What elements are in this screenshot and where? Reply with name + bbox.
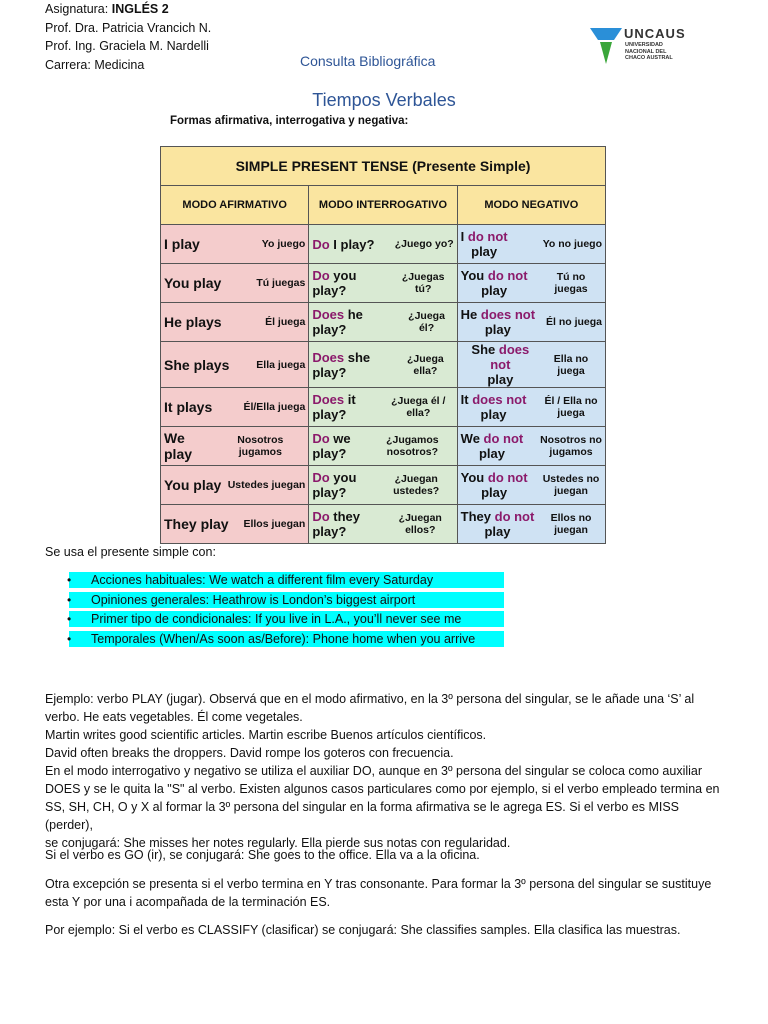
negative-cell: You do not play Tú no juegas	[457, 264, 605, 303]
negative-cell: I do not play Yo no juego	[457, 225, 605, 264]
paragraph-go: Si el verbo es GO (ir), se conjugará: She goes to the office. Ella va a la oficina.	[45, 848, 480, 862]
usage-intro: Se usa el presente simple con:	[45, 545, 216, 559]
interrogative-cell: Do you play? ¿Juegan ustedes?	[309, 466, 457, 505]
page-title: Tiempos Verbales	[312, 90, 456, 110]
affirmative-cell: He plays Él juega	[161, 303, 309, 342]
career-line: Carrera: Medicina	[45, 57, 145, 72]
paragraph-classify: Por ejemplo: Si el verbo es CLASSIFY (clasificar) se conjugará: She classifies samples. Ella clasifica las muestras.	[45, 923, 681, 937]
affirmative-cell: You play Ustedes juegan	[161, 466, 309, 505]
uncaus-logo	[590, 26, 710, 70]
table-row	[161, 342, 606, 388]
negative-cell: He does not play Él no juega	[457, 303, 605, 342]
affirmative-cell: You play Tú juegas	[161, 264, 309, 303]
uncaus-logo-icon	[590, 26, 622, 66]
table-row	[161, 388, 606, 427]
simple-present-table	[160, 146, 606, 544]
affirmative-cell: We play Nosotros jugamos	[161, 427, 309, 466]
professor-1: Prof. Dra. Patricia Vrancich N.	[45, 20, 212, 35]
affirmative-cell: She plays Ella juega	[161, 342, 309, 388]
logo-name: UNCAUS	[624, 26, 686, 41]
negative-cell: We do not play Nosotros no jugamos	[457, 427, 605, 466]
interrogative-cell: Does she play? ¿Juega ella?	[309, 342, 457, 388]
column-header: MODO NEGATIVO	[457, 186, 605, 225]
table-row	[161, 466, 606, 505]
table-row	[161, 264, 606, 303]
page-subtitle: Formas afirmativa, interrogativa y negativa:	[170, 115, 409, 127]
paragraph-example: Ejemplo: verbo PLAY (jugar). Observá que en el modo afirmativo, en la 3º persona del singular, se le añade una ‘S’ al verbo. He eats vegetables. Él come vegetales. Martin writes good scientific articles. Martin escribe Buenos artículos científicos. David often breaks the droppers. David rompe los goteros con frecuencia. En el modo interrogativo y negativo se utiliza el auxiliar DO, aunque en 3º persona del singular se coloca como auxiliar DOES y se le quita la "S" al verbo. Existen algunos casos particulares como por ejemplo, si el verbo empleado termina en SS, SH, CH, O y X al formar la 3º persona del singular en la forma afirmativa se le agrega ES. Si el verbo es MISS (perder), se conjugará: She misses her notes regularly. Ella pierde sus notas con regularidad.	[45, 692, 720, 850]
table-row	[161, 505, 606, 544]
interrogative-cell: Do they play? ¿Juegan ellos?	[309, 505, 457, 544]
paragraph-exception: Otra excepción se presenta si el verbo termina en Y tras consonante. Para formar la 3º persona del singular se sustituye esta Y por una i acompañada de la terminación ES.	[45, 877, 712, 909]
bullet-icon: •	[67, 573, 72, 587]
table-heading: SIMPLE PRESENT TENSE (Presente Simple)	[161, 147, 606, 186]
table-body	[161, 225, 606, 544]
negative-cell: She does not play Ella no juega	[457, 342, 605, 388]
column-header: MODO INTERROGATIVO	[309, 186, 457, 225]
interrogative-cell: Do you play? ¿Juegas tú?	[309, 264, 457, 303]
bullet-icon: •	[67, 592, 72, 607]
document-header	[45, 0, 211, 74]
table-row	[161, 427, 606, 466]
affirmative-cell: I play Yo juego	[161, 225, 309, 264]
interrogative-cell: Does he play? ¿Juega él?	[309, 303, 457, 342]
column-header: MODO AFIRMATIVO	[161, 186, 309, 225]
professor-2: Prof. Ing. Graciela M. Nardelli	[45, 39, 209, 53]
affirmative-cell: They play Ellos juegan	[161, 505, 309, 544]
bullet-icon: •	[67, 612, 72, 626]
negative-cell: You do not play Ustedes no juegan	[457, 466, 605, 505]
negative-cell: They do not play Ellos no juegan	[457, 505, 605, 544]
table-row	[161, 225, 606, 264]
affirmative-cell: It plays Él/Ella juega	[161, 388, 309, 427]
logo-subtitle: UNIVERSIDAD NACIONAL DEL CHACO AUSTRAL	[625, 42, 673, 61]
bullet-icon: •	[67, 631, 72, 646]
interrogative-cell: Does it play? ¿Juega él / ella?	[309, 388, 457, 427]
interrogative-cell: Do we play? ¿Jugamos nosotros?	[309, 427, 457, 466]
table-row	[161, 303, 606, 342]
consult-heading: Consulta Bibliográfica	[300, 53, 436, 69]
negative-cell: It does not play Él / Ella no juega	[457, 388, 605, 427]
subject-line: Asignatura: INGLÉS 2	[45, 2, 169, 16]
interrogative-cell: Do I play? ¿Juego yo?	[309, 225, 457, 264]
